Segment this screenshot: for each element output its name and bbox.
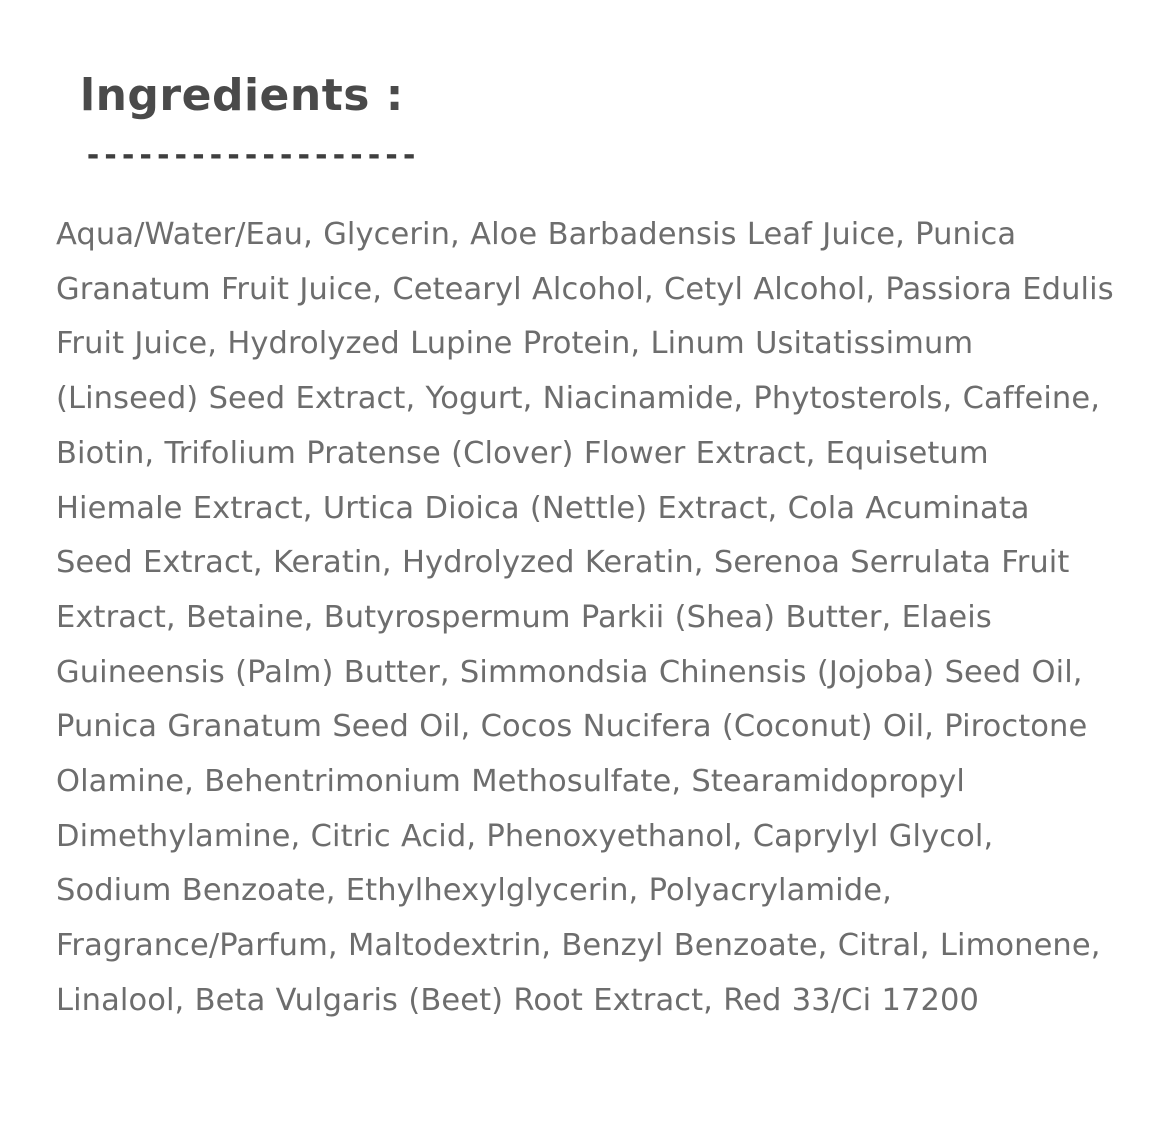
ingredients-list-text: Aqua/Water/Eau, Glycerin, Aloe Barbadensis Leaf Juice, Punica Granatum Fruit Juice, Cetearyl Alcohol, Cetyl Alcohol, Passiora Edulis Fruit Juice, Hydrolyzed Lupine Protein, Linum Usitatissimum (Linseed) Seed Extract, Yogurt, Niacinamide, Phytosterols, Caffeine, Biotin, Trifolium Pratense (Clover) Flower Extract, Equisetum Hiemale Extract, Urtica Dioica (Nettle) Extract, Cola Acuminata Seed Extract, Keratin, Hydrolyzed Keratin, Serenoa Serrulata Fruit Extract, Betaine, Butyrospermum Parkii (Shea) Butter, Elaeis Guineensis (Palm) Butter, Simmondsia Chinensis (Jojoba) Seed Oil, Punica Granatum Seed Oil, Cocos Nucifera (Coconut) Oil, Piroctone Olamine, Behentrimonium Methosulfate, Stearamidopropyl Dimethylamine, Citric Acid, Phenoxyethanol, Caprylyl Glycol, Sodium Benzoate, Ethylhexylglycerin, Polyacrylamide, Fragrance/Parfum, Maltodextrin, Benzyl Benzoate, Citral, Limonene, Linalool, Beta Vulgaris (Beet) Root Extract, Red 33/Ci 17200 [56, 217, 1114, 1018]
page-title: lngredients : [80, 70, 404, 121]
title-underline-divider: ------------------- [84, 138, 418, 173]
